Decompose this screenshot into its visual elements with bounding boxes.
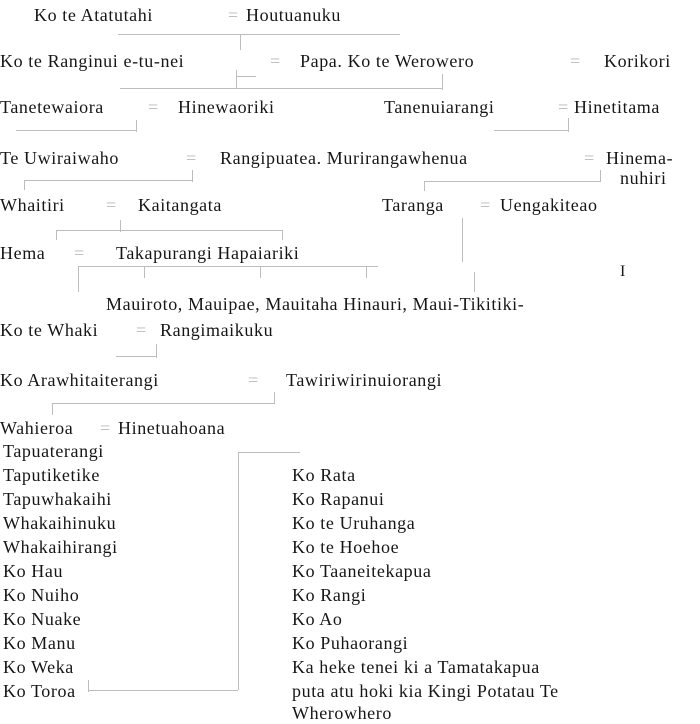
- list-item: Ko Rangi: [292, 585, 367, 605]
- list-item: Ka heke tenei ki a Tamatakapua: [292, 657, 540, 677]
- genealogy-connector: [78, 266, 79, 292]
- marriage-sign: =: [570, 51, 581, 71]
- list-item: Ko Nuake: [3, 609, 82, 629]
- marriage-sign: =: [136, 320, 147, 340]
- list-item: Ko te Uruhanga: [292, 513, 416, 533]
- genealogy-connector: [600, 170, 601, 182]
- list-item: Whakaihinuku: [3, 513, 117, 533]
- genealogy-connector: [78, 266, 378, 267]
- ancestor-name: Hinema-: [606, 148, 674, 168]
- ancestor-name: Hinewaoriki: [178, 97, 275, 117]
- genealogy-connector: [24, 180, 25, 190]
- genealogy-connector: [52, 403, 53, 415]
- genealogy-connector: [24, 180, 192, 181]
- marriage-sign: =: [558, 97, 569, 117]
- list-item: Tapuwhakaihi: [3, 489, 112, 509]
- ancestor-name: Ko te Ranginui e-tu-nei: [0, 51, 185, 71]
- list-item: puta atu hoki kia Kingi Potatau Te: [292, 681, 559, 701]
- list-item: Ko Hau: [3, 561, 64, 581]
- ancestor-name: Uengakiteao: [500, 195, 598, 215]
- list-item: Whakaihirangi: [3, 537, 118, 557]
- list-item: Ko Nuiho: [3, 585, 80, 605]
- list-item: Ko te Hoehoe: [292, 537, 400, 557]
- marriage-sign: =: [270, 51, 281, 71]
- genealogy-connector: [192, 170, 193, 182]
- genealogy-connector: [238, 452, 300, 453]
- ancestor-name: Te Uwiraiwaho: [0, 148, 119, 168]
- list-item: Ko Rapanui: [292, 489, 385, 509]
- genealogy-connector: [120, 220, 121, 232]
- list-item: Ko Weka: [3, 657, 74, 677]
- marriage-sign: =: [228, 5, 239, 25]
- marriage-sign: =: [248, 370, 259, 390]
- genealogy-connector: [120, 88, 442, 89]
- ancestor-name: Tanenuiarangi: [384, 97, 495, 117]
- marriage-sign: =: [480, 195, 491, 215]
- ancestor-name: Mauiroto, Mauipae, Mauitaha Hinauri, Maui-Tikitiki-: [106, 294, 525, 314]
- genealogy-connector: [366, 266, 367, 278]
- ancestor-name: Takapurangi Hapaiariki: [116, 243, 300, 263]
- list-item: Tapuaterangi: [3, 441, 104, 461]
- genealogy-connector: [240, 34, 241, 50]
- genealogy-connector: [424, 181, 600, 182]
- genealogy-connector: [88, 690, 238, 691]
- list-item: Ko Puhaorangi: [292, 633, 409, 653]
- genealogy-connector: [260, 266, 261, 278]
- marriage-sign: =: [100, 418, 111, 438]
- ancestor-name: Korikori: [604, 51, 671, 71]
- marriage-sign: =: [148, 97, 159, 117]
- marker-i: I: [620, 263, 626, 280]
- ancestor-name: Kaitangata: [138, 195, 222, 215]
- list-item: Wherowhero: [292, 703, 392, 723]
- list-item: Ko Taaneitekapua: [292, 561, 432, 581]
- ancestor-name: Hema: [0, 243, 46, 263]
- ancestor-name: Ko te Whaki: [0, 320, 99, 340]
- ancestor-name: Papa. Ko te Werowero: [300, 51, 475, 71]
- genealogy-connector: [494, 130, 568, 131]
- genealogy-connector: [442, 74, 443, 90]
- genealogy-connector: [88, 680, 89, 692]
- ancestor-name: Tanetewaiora: [0, 97, 104, 117]
- marriage-sign: =: [584, 148, 595, 168]
- list-item: Taputiketike: [3, 465, 100, 485]
- genealogy-connector: [52, 403, 274, 404]
- ancestor-name: Whaitiri: [0, 195, 65, 215]
- ancestor-name: Hinetuahoana: [118, 418, 226, 438]
- genealogy-connector: [568, 118, 569, 132]
- ancestor-name: Tawiriwirinuiorangi: [286, 370, 443, 390]
- genealogy-connector: [136, 120, 137, 132]
- list-item: Ko Ao: [292, 609, 343, 629]
- list-item: Ko Toroa: [3, 681, 76, 701]
- genealogy-connector: [424, 181, 425, 191]
- ancestor-name: Taranga: [382, 195, 444, 215]
- ancestor-name: Ko Arawhitaiterangi: [0, 370, 159, 390]
- genealogy-connector: [238, 452, 239, 690]
- genealogy-connector: [236, 70, 237, 88]
- genealogy-connector: [462, 218, 463, 262]
- genealogy-connector: [118, 34, 400, 35]
- list-item: Ko Manu: [3, 633, 76, 653]
- genealogy-connector: [156, 344, 157, 358]
- ancestor-name: Rangimaikuku: [160, 320, 274, 340]
- genealogy-connector: [144, 266, 145, 278]
- ancestor-name: Rangipuatea. Murirangawhenua: [220, 148, 468, 168]
- ancestor-name: Ko te Atatutahi: [34, 5, 153, 25]
- marriage-sign: =: [74, 243, 85, 263]
- genealogy-connector: [116, 356, 156, 357]
- ancestor-name: nuhiri: [620, 168, 667, 188]
- list-item: Ko Rata: [292, 465, 356, 485]
- ancestor-name: Houtuanuku: [246, 5, 341, 25]
- genealogy-connector: [16, 130, 136, 131]
- marriage-sign: =: [186, 148, 197, 168]
- genealogy-connector: [282, 230, 283, 240]
- ancestor-name: Hinetitama: [574, 97, 660, 117]
- genealogy-connector: [274, 392, 275, 404]
- marriage-sign: =: [106, 195, 117, 215]
- ancestor-name: Wahieroa: [0, 418, 74, 438]
- genealogy-connector: [56, 230, 57, 240]
- genealogy-connector: [56, 230, 282, 231]
- genealogy-connector: [474, 272, 475, 292]
- genealogy-connector: [236, 76, 256, 77]
